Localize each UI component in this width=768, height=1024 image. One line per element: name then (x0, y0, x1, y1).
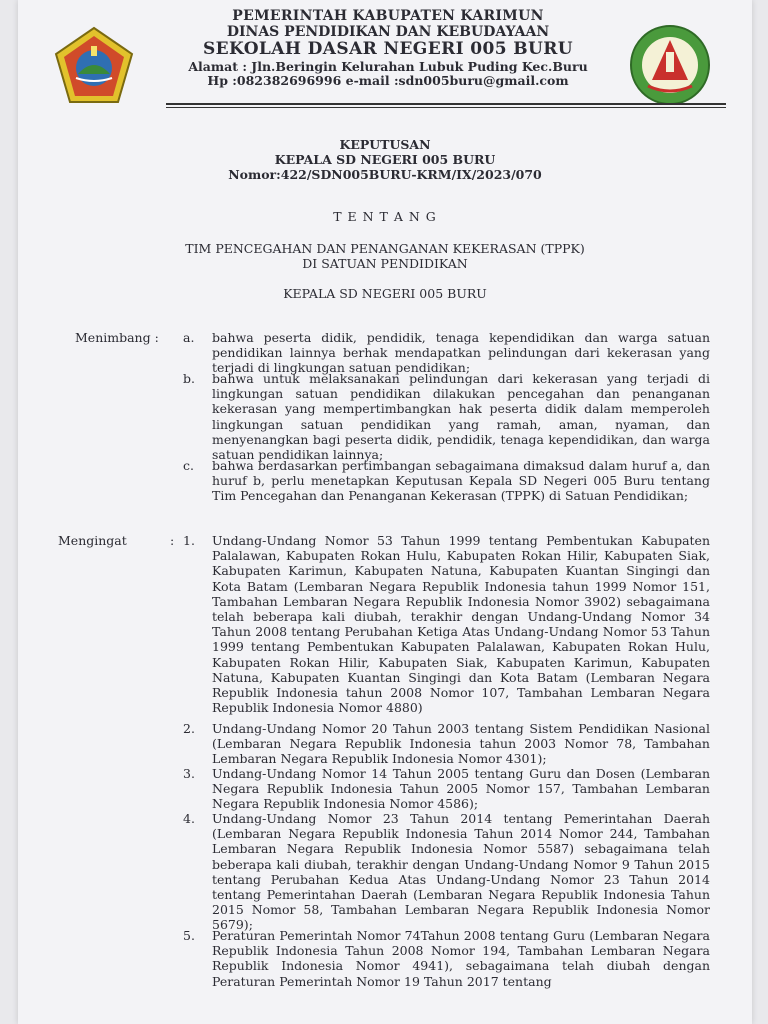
letterhead-text (168, 8, 608, 88)
mengingat-item-text: Peraturan Pemerintah Nomor 74Tahun 2008 tentang Guru (Lembaran Negara Republik Indonesia Tahun 2008 Nomor 194, Tambahan Lembaran Negara Republik Indonesia Nomor 4941), sebagaimana telah diubah dengan Peraturan Pemerintah Nomor 19 Tahun 2017 tentang (212, 928, 710, 989)
mengingat-item-text: Undang-Undang Nomor 20 Tahun 2003 tentang Sistem Pendidikan Nasional (Lembaran Negara Republik Indonesia tahun 2003 Nomor 78, Tambahan Lembaran Negara Republik Indonesia Nomor 4301); (212, 721, 710, 767)
decree-title: KEPUTUSAN (339, 137, 431, 152)
mengingat-item-text: Undang-Undang Nomor 53 Tahun 1999 tentang Pembentukan Kabupaten Palalawan, Kabupaten Rokan Hulu, Kabupaten Rokan Hilir, Kabupaten Siak, Kabupaten Karimun, Kabupaten Natuna, Kabupaten Kuantan Singingi dan Kota Batam (Lembaran Negara Republik Indonesia tahun 1999 Nomor 151, Tambahan Lembaran Negara Republik Indonesia Nomor 3902) sebagaimana telah beberapa kali diubah, terakhir dengan Undang-Undang Nomor 34 Tahun 2008 tentang Perubahan Ketiga Atas Undang-Undang Nomor 53 Tahun 1999 tentang Pembentukan Kabupaten Palalawan, Kabupaten Rokan Hulu, Kabupaten Rokan Hilir, Kabupaten Siak, Kabupaten Karimun, Kabupaten Natuna, Kabupaten Kuantan Singingi dan Kota Batam (Lembaran Negara Republik Indonesia tahun 2008 Nomor 107, Tambahan Lembaran Negara Republik Indonesia Nomor 4880) (212, 533, 710, 716)
decree-subject-line1: TIM PENCEGAHAN DAN PENANGANAN KEKERASAN (TPPK) (185, 241, 585, 256)
menimbang-item-mark: b. (183, 371, 195, 386)
menimbang-item-text: bahwa peserta didik, pendidik, tenaga kependidikan dan warga satuan pendidikan lainnya berhak mendapatkan pelindungan dari kekerasan yang terjadi di lingkungan satuan pendidikan; (212, 330, 710, 376)
menimbang-item-mark: c. (183, 458, 194, 473)
decree-subject-line2: DI SATUAN PENDIDIKAN (302, 256, 468, 271)
menimbang-item-text: bahwa berdasarkan pertimbangan sebagaimana dimaksud dalam huruf a, dan huruf b, perlu menetapkan Keputusan Kepala SD Negeri 005 Buru tentang Tim Pencegahan dan Penanganan Kekerasan (TPPK) di Satuan Pendidikan; (212, 458, 710, 504)
mengingat-item-mark: 4. (183, 811, 195, 826)
school-address: Alamat : Jln.Beringin Kelurahan Lubuk Puding Kec.Buru (188, 58, 588, 74)
decree-issuer: KEPALA SD NEGERI 005 BURU (274, 152, 496, 167)
menimbang-item-text: bahwa untuk melaksanakan pelindungan dari kekerasan yang terjadi di lingkungan satuan pendidikan dilakukan pencegahan dan penanganan kekerasan yang mempertimbangkan hak peserta didik dalam memperoleh lingkungan satuan pendidikan yang ramah, aman, nyaman, dan menyenangkan bagi peserta didik, pendidik, tenaga kependidikan, dan warga satuan pendidikan lainnya; (212, 371, 710, 463)
menimbang-label: Menimbang : (75, 330, 159, 345)
school-contact: Hp :082382696996 e-mail :sdn005buru@gmail.com (207, 73, 569, 89)
letterhead (18, 6, 752, 106)
menimbang-item-mark: a. (183, 330, 195, 345)
school-name: SEKOLAH DASAR NEGERI 005 BURU (202, 39, 574, 60)
agency-name: DINAS PENDIDIKAN DAN KEBUDAYAAN (226, 24, 550, 41)
mengingat-item-text: Undang-Undang Nomor 23 Tahun 2014 tentang Pemerintahan Daerah (Lembaran Negara Republik Indonesia Tahun 2014 Nomor 244, Tambahan Lembaran Negara Republik Indonesia Nomor 5587) sebagaimana telah beberapa kali diubah, terakhir dengan Undang-Undang Nomor 9 Tahun 2015 tentang Perubahan Kedua Atas Undang-Undang Nomor 23 Tahun 2014 tentang Pemerintahan Daerah (Lembaran Negara Republik Indonesia Tahun 2015 Nomor 58, Tambahan Lembaran Negara Republik Indonesia Nomor 5679); (212, 811, 710, 933)
letterhead-rule-thick (166, 103, 726, 105)
mengingat-item-mark: 1. (183, 533, 195, 548)
karimun-regency-emblem-icon (54, 26, 134, 106)
mengingat-item-text: Undang-Undang Nomor 14 Tahun 2005 tentang Guru dan Dosen (Lembaran Negara Republik Indonesia Tahun 2005 Nomor 157, Tambahan Lembaran Negara Republik Indonesia Nomor 4586); (212, 766, 710, 812)
decree-authority: KEPALA SD NEGERI 005 BURU (283, 286, 487, 301)
mengingat-item-mark: 2. (183, 721, 195, 736)
document-page (18, 0, 752, 1024)
decree-number: Nomor:422/SDN005BURU-KRM/IX/2023/070 (228, 167, 542, 182)
school-logo-icon (628, 24, 712, 106)
mengingat-item-mark: 5. (183, 928, 195, 943)
letterhead-rule-thin (166, 107, 726, 108)
government-name: PEMERINTAH KABUPATEN KARIMUN (232, 8, 544, 24)
mengingat-item-mark: 3. (183, 766, 195, 781)
decree-about-label: T E N T A N G (333, 209, 437, 224)
mengingat-colon: : (170, 533, 175, 548)
mengingat-label: Mengingat (58, 533, 127, 548)
